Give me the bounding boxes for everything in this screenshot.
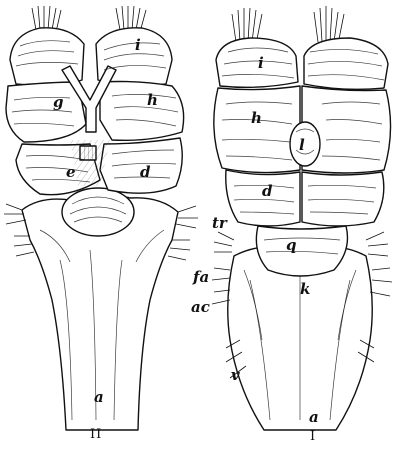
lobe-l-i (290, 122, 320, 166)
label-ii-h: h (147, 91, 158, 109)
figure-i-numeral: I (310, 429, 317, 444)
label-ii-d: d (140, 163, 151, 181)
label-i-fa: fa (193, 268, 210, 286)
label-i-h: h (251, 109, 262, 127)
label-i-a: a (309, 408, 319, 426)
figure-ii (4, 6, 198, 442)
lobe-q-i (256, 226, 347, 276)
figure-ii-numeral: II (90, 427, 103, 442)
label-i-v: v (231, 366, 240, 384)
label-i-tr: tr (212, 214, 227, 232)
label-i-q: q (286, 236, 297, 254)
label-i-k: k (300, 280, 311, 298)
figure-i (191, 6, 392, 444)
label-ii-e: e (66, 163, 76, 181)
lobe-g-ii (6, 82, 86, 142)
label-i-i: i (258, 54, 264, 72)
label-ii-a: a (94, 388, 104, 406)
lobe-d-i-right (302, 172, 384, 226)
label-i-d: d (262, 182, 273, 200)
lobe-i-i-right (304, 38, 388, 89)
label-ii-i: i (135, 36, 141, 54)
label-ii-g: g (53, 93, 64, 111)
label-i-l: l (299, 136, 305, 154)
label-i-ac: ac (191, 298, 210, 316)
cerebellum-ii (62, 188, 134, 236)
lobe-i-i-left (216, 38, 298, 87)
